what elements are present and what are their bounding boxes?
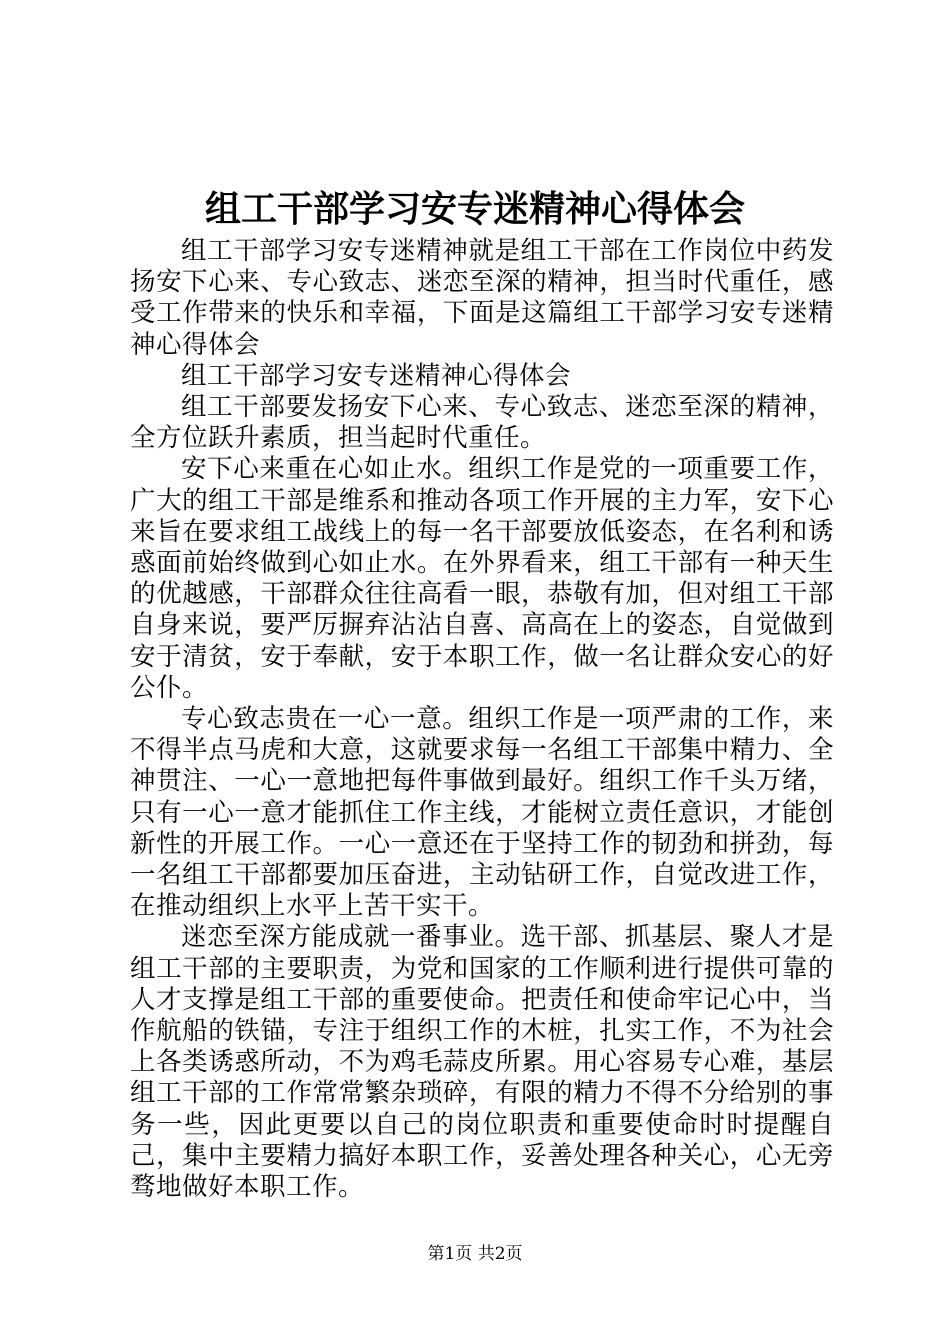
document-body — [130, 236, 834, 1203]
paragraph-anxia: 安下心来重在心如止水。组织工作是党的一项重要工作，广大的组工干部是维系和推动各项工作开展的主力军，安下心来旨在要求组工战线上的每一名干部要放低姿态，在名利和诱惑面前始终做到心如止水。在外界看来，组工干部有一种天生的优越感，干部群众往往高看一眼，恭敬有加，但对组工干部自身来说，要严厉摒弃沾沾自喜、高高在上的姿态，自觉做到安于清贫，安于奉献，安于本职工作，做一名让群众安心的好公仆。 — [130, 454, 834, 703]
page-footer: 第1页 共2页 — [427, 1244, 523, 1264]
paragraph-zhuanxin: 专心致志贵在一心一意。组织工作是一项严肃的工作，来不得半点马虎和大意，这就要求每一名组工干部集中精力、全神贯注、一心一意地把每件事做到最好。组织工作千头万绪，只有一心一意才能抓住工作主线，才能树立责任意识，才能创新性的开展工作。一心一意还在于坚持工作的韧劲和拼劲，每一名组工干部都要加压奋进，主动钻研工作，自觉改进工作，在推动组织上水平上苦干实干。 — [130, 704, 834, 922]
paragraph-milian: 迷恋至深方能成就一番事业。选干部、抓基层、聚人才是组工干部的主要职责，为党和国家的工作顺利进行提供可靠的人才支撑是组工干部的重要使命。把责任和使命牢记心中，当作航船的铁锚，专注于组织工作的木桩，扎实工作，不为社会上各类诱惑所动，不为鸡毛蒜皮所累。用心容易专心难，基层组工干部的工作常常繁杂琐碎，有限的精力不得不分给别的事务一些，因此更要以自己的岗位职责和重要使命时时提醒自己，集中主要精力搞好本职工作，妥善处理各种关心，心无旁骛地做好本职工作。 — [130, 922, 834, 1203]
paragraph-intro: 组工干部学习安专迷精神就是组工干部在工作岗位中药发扬安下心来、专心致志、迷恋至深的精神，担当时代重任，感受工作带来的快乐和幸福，下面是这篇组工干部学习安专迷精神心得体会 — [130, 236, 834, 360]
document-title: 组工干部学习安专迷精神心得体会 — [204, 188, 745, 230]
paragraph-subtitle: 组工干部学习安专迷精神心得体会 — [181, 360, 572, 391]
paragraph-summary: 组工干部要发扬安下心来、专心致志、迷恋至深的精神，全方位跃升素质，担当起时代重任。 — [130, 392, 834, 454]
